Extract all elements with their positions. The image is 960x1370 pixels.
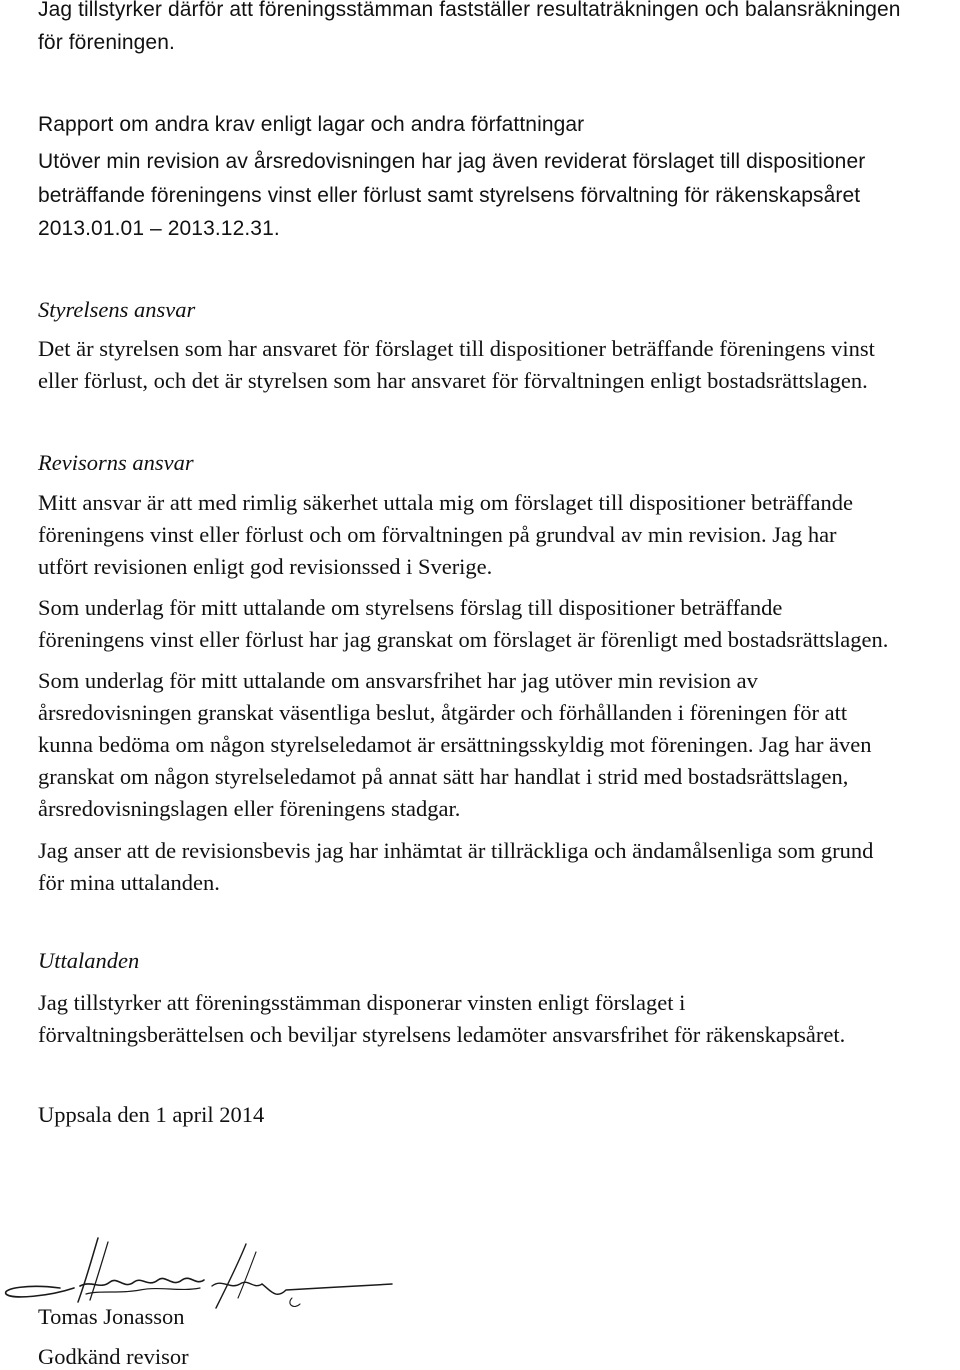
report-line: 2013.01.01 – 2013.12.31. bbox=[38, 217, 280, 240]
section-heading-revisorns-ansvar: Revisorns ansvar bbox=[38, 450, 194, 475]
paragraph-line: eller förlust, och det är styrelsen som har ansvaret för förvaltningen enligt bostadsrättslagen. bbox=[38, 368, 868, 393]
paragraph-line: Det är styrelsen som har ansvaret för förslaget till dispositioner beträffande föreningens vinst bbox=[38, 336, 875, 361]
paragraph-line: kunna bedöma om någon styrelseledamot är ersättningsskyldig mot föreningen. Jag har även bbox=[38, 732, 872, 757]
paragraph-line: granskat om någon styrelseledamot på annat sätt har handlat i strid med bostadsrättslagen, bbox=[38, 764, 849, 789]
paragraph-line: årsredovisningslagen eller föreningens stadgar. bbox=[38, 796, 461, 821]
paragraph-line: årsredovisningen granskat väsentliga beslut, åtgärder och förhållanden i föreningen för att bbox=[38, 700, 848, 725]
section-heading-styrelsens-ansvar: Styrelsens ansvar bbox=[38, 297, 196, 322]
intro-line: Jag tillstyrker därför att föreningsstämman fastställer resultaträkningen och balansräkningen bbox=[38, 0, 901, 21]
paragraph-line: utfört revisionen enligt god revisionssed i Sverige. bbox=[38, 554, 493, 579]
report-line: Utöver min revision av årsredovisningen har jag även reviderat förslaget till dispositioner bbox=[38, 150, 866, 173]
report-line: beträffande föreningens vinst eller förlust samt styrelsens förvaltning för räkenskapsåret bbox=[38, 184, 861, 207]
place-date: Uppsala den 1 april 2014 bbox=[38, 1102, 265, 1127]
section-heading-uttalanden: Uttalanden bbox=[38, 948, 140, 973]
paragraph-line: förvaltningsberättelsen och beviljar styrelsens ledamöter ansvarsfrihet för räkenskapsåret. bbox=[38, 1022, 846, 1047]
signer-name: Tomas Jonasson bbox=[38, 1304, 185, 1329]
intro-line: för föreningen. bbox=[38, 31, 175, 54]
paragraph-line: Mitt ansvar är att med rimlig säkerhet uttala mig om förslaget till dispositioner beträffande bbox=[38, 490, 853, 515]
paragraph-line: Jag anser att de revisionsbevis jag har inhämtat är tillräckliga och ändamålsenliga som grund bbox=[38, 838, 874, 863]
paragraph-line: föreningens vinst eller förlust och om förvaltningen på grundval av min revision. Jag har bbox=[38, 522, 837, 547]
signer-title: Godkänd revisor bbox=[38, 1344, 189, 1369]
paragraph-line: för mina uttalanden. bbox=[38, 870, 220, 895]
paragraph-line: föreningens vinst eller förlust har jag granskat om förslaget är förenligt med bostadsrättslagen. bbox=[38, 627, 889, 652]
paragraph-line: Som underlag för mitt uttalande om ansvarsfrihet har jag utöver min revision av bbox=[38, 668, 758, 693]
report-title: Rapport om andra krav enligt lagar och andra författningar bbox=[38, 113, 585, 136]
paragraph-line: Jag tillstyrker att föreningsstämman disponerar vinsten enligt förslaget i bbox=[38, 990, 686, 1015]
paragraph-line: Som underlag för mitt uttalande om styrelsens förslag till dispositioner beträffande bbox=[38, 595, 783, 620]
